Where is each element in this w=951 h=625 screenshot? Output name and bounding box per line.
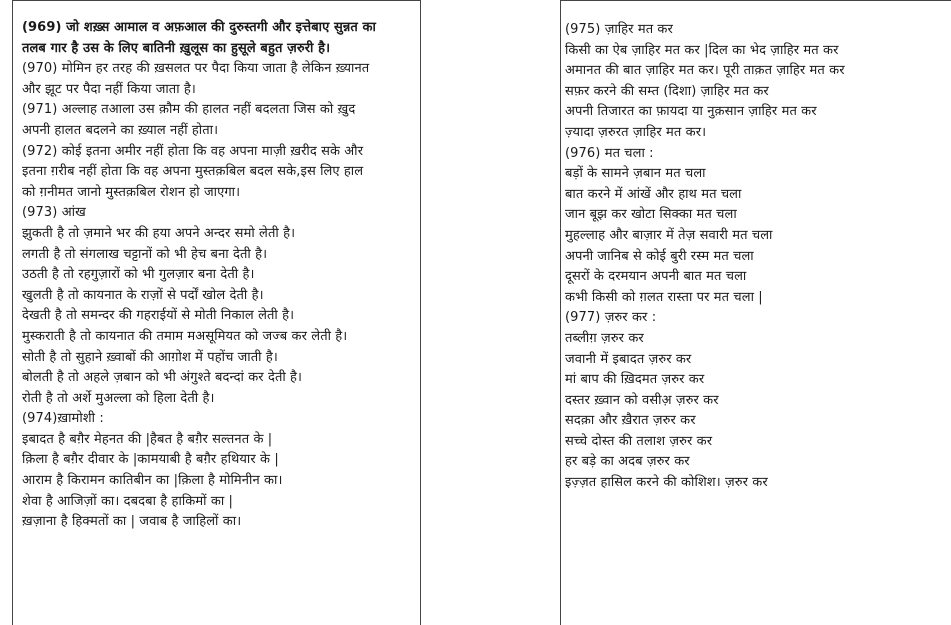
- text-line: सदक़ा और ख़ैरात ज़रुर कर: [565, 413, 696, 429]
- left-page: [12, 0, 421, 625]
- text-line: शेवा है आजिज़ों का। दबदबा है हाकिमों का |: [22, 493, 234, 509]
- text-line: अमानत की बात ज़ाहिर मत कर। पूरी ताक़त ज़ाहिर मत कर: [565, 63, 845, 79]
- text-line: (973) आंख: [22, 205, 86, 221]
- text-line: रोती है तो अर्शे मुअल्ला को हिला देती है।: [22, 390, 215, 406]
- text-line: लगती है तो संगलाख चट्टानों को भी हेच बना देती है।: [22, 246, 268, 262]
- text-line: और झूट पर पैदा नहीं किया जाता है।: [22, 81, 196, 97]
- text-line: इतना ग़रीब नहीं होता कि वह अपना मुस्तक़बिल बदल सके,इस लिए हाल: [22, 164, 364, 180]
- text-line: दूसरों के दरमयान अपनी बात मत चला: [565, 269, 747, 285]
- text-line: बड़ों के सामने ज़बान मत चला: [565, 166, 706, 182]
- text-line: (972) कोई इतना अमीर नहीं होता कि वह अपना माज़ी ख़रीद सके और: [22, 143, 364, 159]
- text-line: बोलती है तो अहले ज़बान को भी अंगुश्ते बदन्दां कर देती है।: [22, 370, 303, 386]
- right-page: [560, 0, 951, 625]
- text-line: इबादत है बग़ैर मेहनत की |हैबत है बग़ैर सल्तनत के |: [22, 431, 273, 447]
- text-line: दस्तर ख़्वान को वसीअ़ ज़रुर कर: [565, 392, 719, 408]
- right-page-text: [565, 20, 951, 494]
- text-line: (971) अल्लाह तआला उस क़ौम की हालत नहीं बदलता जिस को ख़ुद: [22, 102, 356, 118]
- text-line: जान बूझ कर खोटा सिक्का मत चला: [565, 207, 737, 223]
- text-line: उठती है तो रहगुज़ारों को भी गुलज़ार बना देती है।: [22, 267, 255, 283]
- text-line: (976) मत चला :: [565, 145, 654, 161]
- text-line: (975) ज़ाहिर मत कर: [565, 22, 673, 37]
- text-line: बात करने में आंखें और हाथ मत चला: [565, 186, 742, 202]
- text-line: झुकती है तो ज़माने भर की हया अपने अन्दर समो लेती है।: [22, 225, 296, 241]
- text-line: ख़ज़ाना है हिक्मतों का | जवाब है जाहिलों का।: [22, 514, 242, 530]
- text-line: अपनी तिजारत का फ़ायदा या नुक़सान ज़ाहिर मत कर: [565, 104, 817, 120]
- text-line: (970) मोमिन हर तरह की ख़सलत पर पैदा किया जाता है लेकिन ख़्यानत: [22, 61, 370, 77]
- text-line: तब्लीग़ ज़रुर कर: [565, 330, 644, 346]
- text-line: मुहल्लाह और बाज़ार में तेज़ सवारी मत चला: [565, 227, 773, 243]
- text-line: सफ़र करने की सम्त (दिशा) ज़ाहिर मत कर: [565, 83, 769, 99]
- text-line: इज़्ज़त हासिल करने की कोशिश। ज़रुर कर: [565, 475, 768, 491]
- text-line: जवानी में इबादत ज़रुर कर: [565, 351, 692, 367]
- text-line: आराम है किरामन कातिबीन का |क़िला है मोमिनीन का।: [22, 473, 283, 489]
- text-line: देखती है तो समन्दर की गहराईयों से मोती निकाल लेती है।: [22, 308, 295, 324]
- text-line: (974)ख़ामोशी :: [22, 411, 104, 427]
- text-line: हर बड़े का अदब ज़रुर कर: [565, 454, 690, 470]
- text-line: ज़्यादा ज़रुरत ज़ाहिर मत कर।: [565, 124, 707, 140]
- text-line: अपनी जानिब से कोई बुरी रस्म मत चला: [565, 248, 754, 264]
- left-page-text: [22, 18, 414, 533]
- text-line: अपनी हालत बदलने का ख़्याल नहीं होता।: [22, 122, 219, 138]
- text-line: मां बाप की ख़िदमत ज़रुर कर: [565, 372, 705, 388]
- text-line: खुलती है तो कायनात के राज़ों से पर्दों खोल देती है।: [22, 287, 264, 303]
- text-line: क़िला है बग़ैर दीवार के |कामयाबी है बग़ैर हथियार के |: [22, 452, 279, 468]
- text-line: (969) जो शख़्स आमाल व अफ़आल की दुरुस्तगी और इत्तेबाए सुन्नत का: [22, 20, 377, 35]
- text-line: किसी का ऐब ज़ाहिर मत कर |दिल का भेद ज़ाहिर मत कर: [565, 42, 839, 58]
- text-line: मुस्कराती है तो कायनात की तमाम मअसूमियत को जज्ब कर लेती है।: [22, 328, 348, 344]
- text-line: तलब गार है उस के लिए बातिनी ख़ुलूस का हुसूले बहुत ज़रुरी है।: [22, 40, 331, 56]
- text-line: सच्चे दोस्त की तलाश ज़रुर कर: [565, 433, 713, 449]
- text-line: सोती है तो सुहाने ख़्वाबों की आग़ोश में पहोंच जाती है।: [22, 349, 278, 365]
- text-line: को ग़नीमत जानो मुस्तक़बिल रोशन हो जाएगा।: [22, 184, 241, 200]
- text-line: (977) ज़रुर कर :: [565, 310, 657, 326]
- text-line: कभी किसी को ग़लत रास्ता पर मत चला |: [565, 289, 763, 305]
